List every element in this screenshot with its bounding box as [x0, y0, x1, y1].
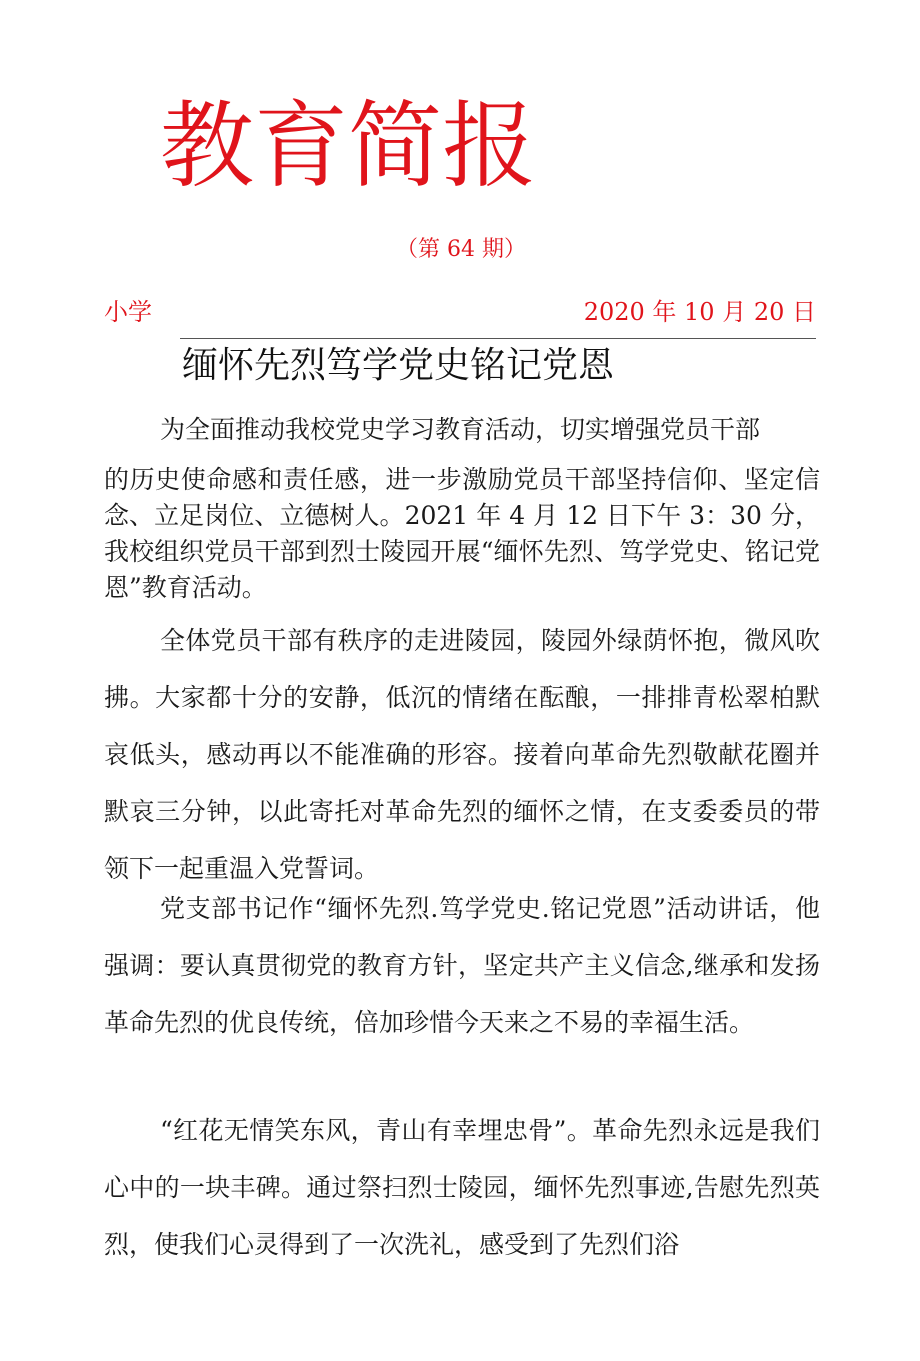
- article-paragraph-4: “红花无情笑东风，青山有幸埋忠骨”。革命先烈永远是我们心中的一块丰碑。通过祭扫烈士陵园，缅怀先烈事迹,告慰先烈英烈，使我们心灵得到了一次洗礼，感受到了先烈们浴: [104, 1116, 820, 1259]
- school-name: 小学: [104, 298, 152, 326]
- article-paragraph-2: 全体党员干部有秩序的走进陵园，陵园外绿荫怀抱，微风吹拂。大家都十分的安静，低沉的情绪在酝酿，一排排青松翠柏默哀低头，感动再以不能准确的形容。接着向革命先烈敬献花圈并默哀三分钟，以此寄托对革命先烈的缅怀之情，在支委委员的带领下一起重温入党誓词。: [104, 626, 820, 883]
- article-paragraph-1-line-1: 为全面推动我校党史学习教育活动，切实增强党员干部: [160, 415, 761, 444]
- header-divider: [180, 338, 816, 339]
- publish-date: 2020 年 10 月 20 日: [583, 298, 816, 326]
- issue-number-text: （第 64 期）: [396, 237, 526, 262]
- article-headline: 缅怀先烈笃学党史铭记党恩: [182, 345, 615, 386]
- newsletter-title: 教育简报: [160, 92, 537, 201]
- article-paragraph-3: 党支部书记作“缅怀先烈.笃学党史.铭记党恩”活动讲话，他强调：要认真贯彻党的教育方针，坚定共产主义信念,继承和发扬革命先烈的优良传统，倍加珍惜今天来之不易的幸福生活。: [104, 894, 820, 1037]
- article-paragraph-1-continued: 的历史使命感和责任感，进一步激励党员干部坚持信仰、坚定信念、立足岗位、立德树人。2021 年 4 月 12 日下午 3：30 分，我校组织党员干部到烈士陵园开展“缅怀先烈、笃学党史、铭记党恩”教育活动。: [104, 465, 820, 602]
